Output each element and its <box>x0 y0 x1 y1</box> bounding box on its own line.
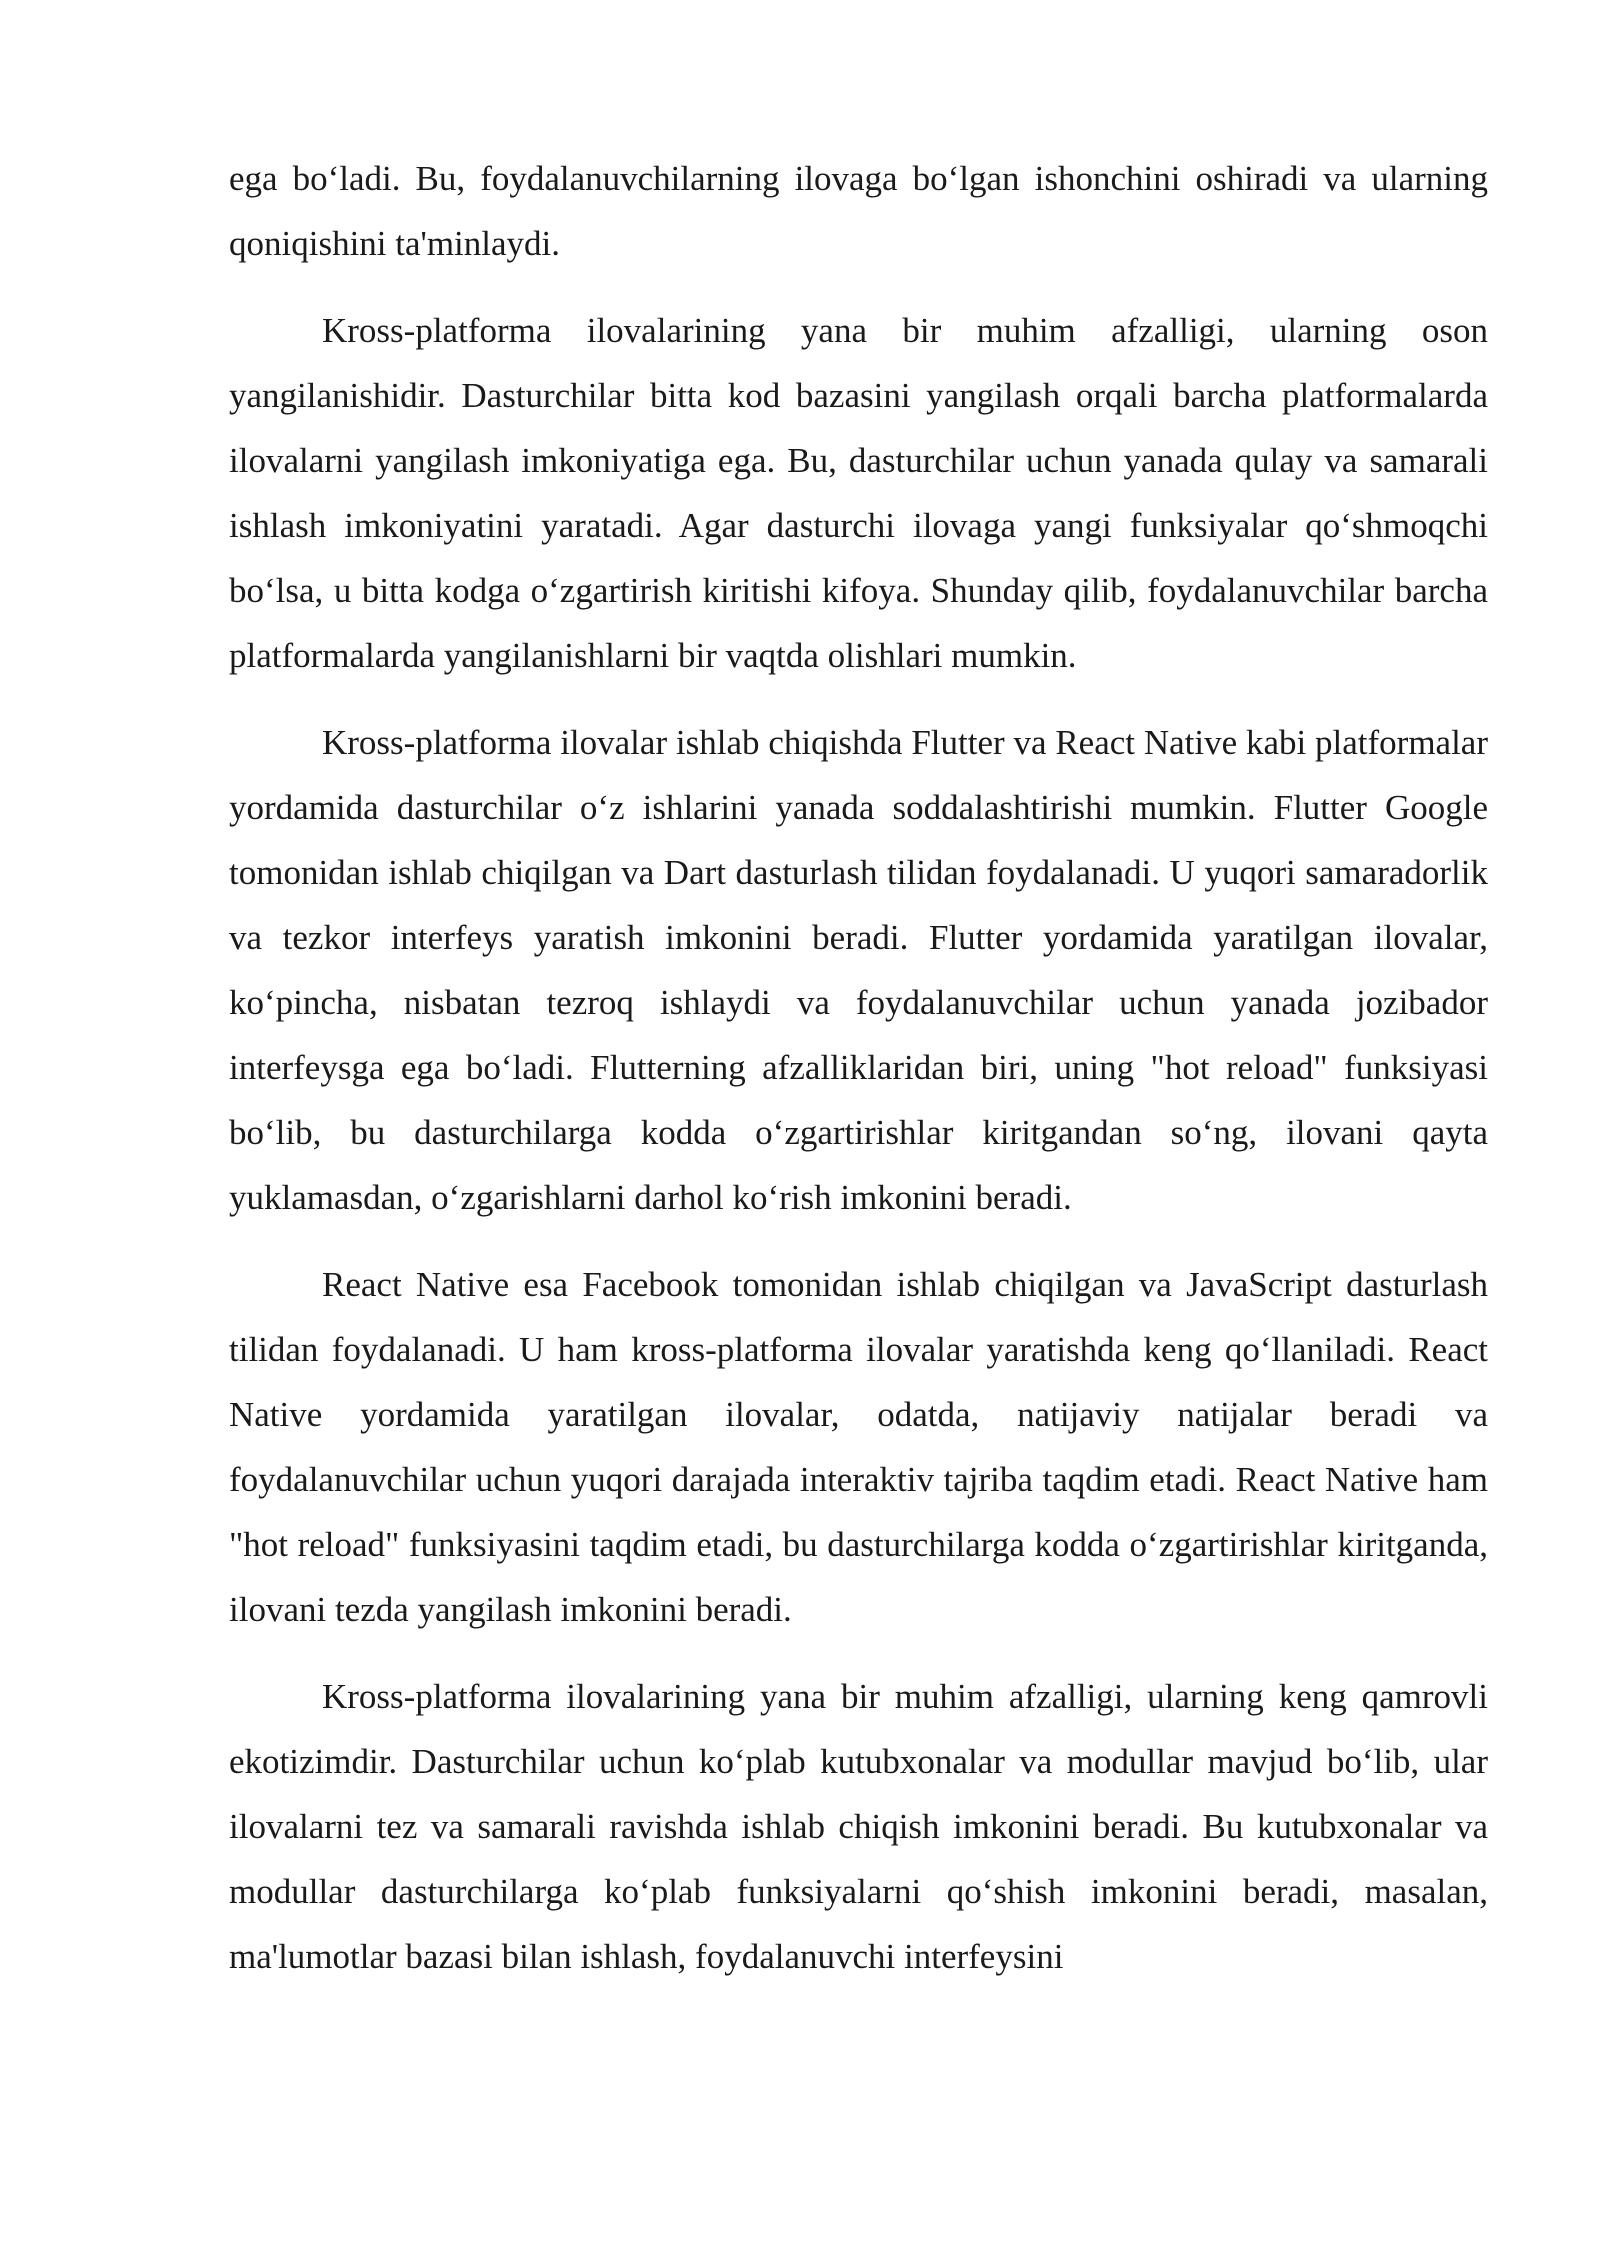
paragraph-react-native: React Native esa Facebook tomonidan ishlab chiqilgan va JavaScript dasturlash tilidan foydalanadi. U ham kross-platforma ilovalar yaratishda keng qoʻllaniladi. React Native yordamida yaratilgan ilovalar, odatda, natijaviy natijalar beradi va foydalanuvchilar uchun yuqori darajada interaktiv tajriba taqdim etadi. React Native ham "hot reload" funksiyasini taqdim etadi, bu dasturchilarga kodda oʻzgartirishlar kiritganda, ilovani tezda yangilash imkonini beradi. <box>229 1265 1488 1629</box>
paragraph-continuation: ega boʻladi. Bu, foydalanuvchilarning ilovaga boʻlgan ishonchini oshiradi va ularning qoniqishini ta'minlaydi. <box>229 159 1488 263</box>
document-body <box>229 146 1488 2011</box>
paragraph-flutter: Kross-platforma ilovalar ishlab chiqishda Flutter va React Native kabi platformalar yordamida dasturchilar oʻz ishlarini yanada soddalashtirishi mumkin. Flutter Google tomonidan ishlab chiqilgan va Dart dasturlash tilidan foydalanadi. U yuqori samaradorlik va tezkor interfeys yaratish imkonini beradi. Flutter yordamida yaratilgan ilovalar, koʻpincha, nisbatan tezroq ishlaydi va foydalanuvchilar uchun yanada jozibador interfeysga ega boʻladi. Flutterning afzalliklaridan biri, uning "hot reload" funksiyasi boʻlib, bu dasturchilarga kodda oʻzgartirishlar kiritgandan soʻng, ilovani qayta yuklamasdan, oʻzgarishlarni darhol koʻrish imkonini beradi. <box>229 723 1488 1217</box>
paragraph-ecosystem: Kross-platforma ilovalarining yana bir muhim afzalligi, ularning keng qamrovli ekotizimdir. Dasturchilar uchun koʻplab kutubxonalar va modullar mavjud boʻlib, ular ilovalarni tez va samarali ravishda ishlab chiqish imkonini beradi. Bu kutubxonalar va modullar dasturchilarga koʻplab funksiyalarni qoʻshish imkonini beradi, masalan, ma'lumotlar bazasi bilan ishlash, foydalanuvchi interfeysini <box>229 1677 1488 1976</box>
paragraph-easy-updates: Kross-platforma ilovalarining yana bir muhim afzalligi, ularning oson yangilanishidir. Dasturchilar bitta kod bazasini yangilash orqali barcha platformalarda ilovalarni yangilash imkoniyatiga ega. Bu, dasturchilar uchun yanada qulay va samarali ishlash imkoniyatini yaratadi. Agar dasturchi ilovaga yangi funksiyalar qoʻshmoqchi boʻlsa, u bitta kodga oʻzgartirish kiritishi kifoya. Shunday qilib, foydalanuvchilar barcha platformalarda yangilanishlarni bir vaqtda olishlari mumkin. <box>229 311 1488 675</box>
